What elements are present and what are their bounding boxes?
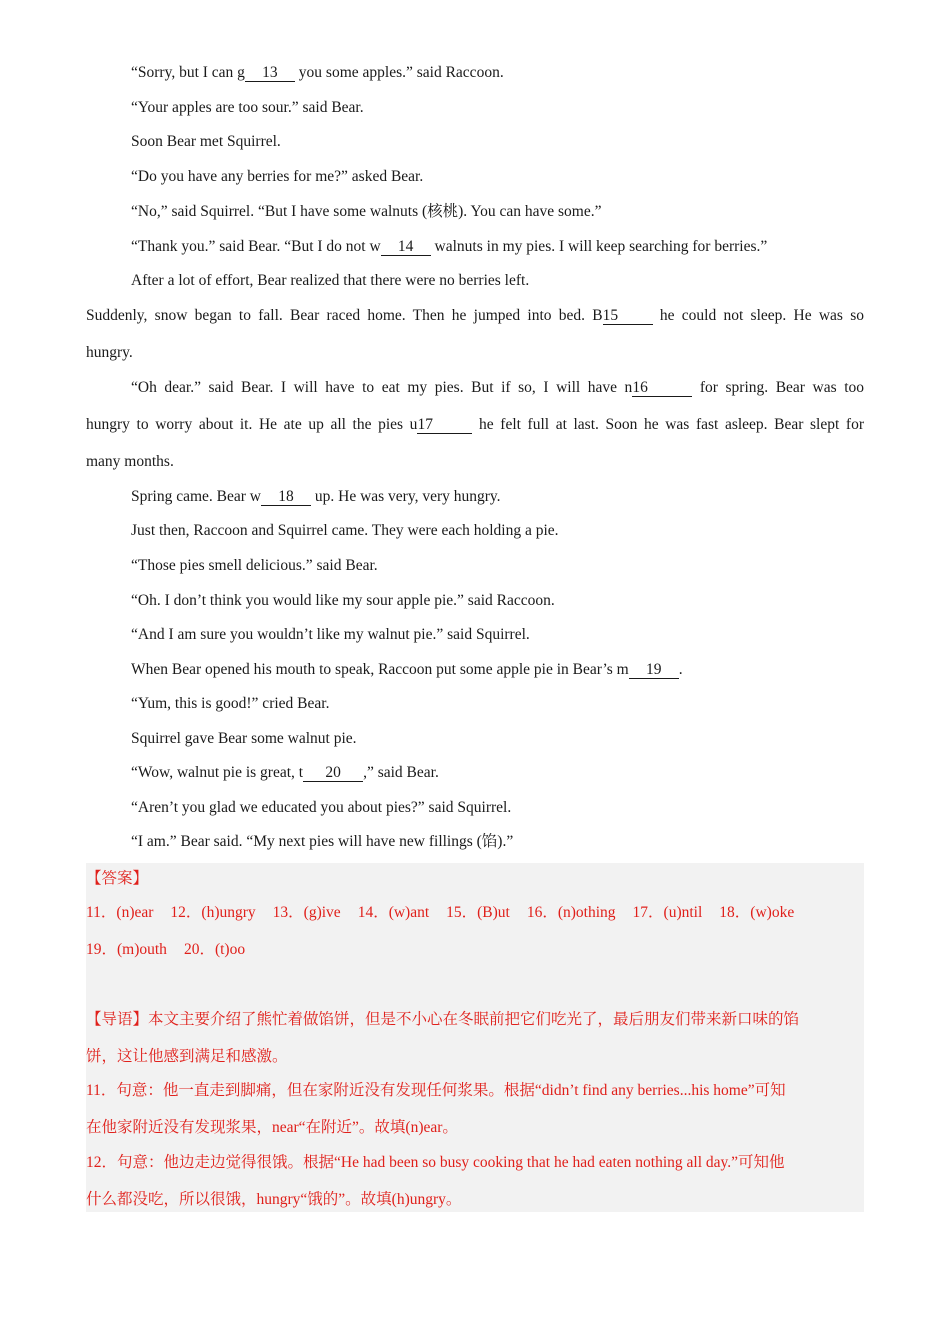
story-line <box>86 415 864 435</box>
story-line <box>86 763 909 783</box>
text: When Bear opened his mouth to speak, Raccoon put some apple pie in Bear’s m <box>131 661 629 678</box>
text: “Oh dear.” said Bear. I will have to eat my pies. But if so, I will have n <box>131 379 633 396</box>
text: ,” said Bear. <box>363 764 439 781</box>
story-line: hungry. <box>86 344 133 361</box>
story-line: many months. <box>86 453 174 470</box>
story-line <box>86 660 909 680</box>
answer-heading: 【答案】 <box>86 870 149 887</box>
story-line: “And I am sure you wouldn’t like my walnut pie.” said Squirrel. <box>131 626 530 643</box>
explanation-line: 什么都没吃，所以很饿，hungry“饿的”。故填(h)ungry。 <box>86 1191 462 1208</box>
story-line: Soon Bear met Squirrel. <box>131 133 281 150</box>
blank-17: 17 <box>417 416 472 434</box>
text: “Wow, walnut pie is great, t <box>131 764 304 781</box>
blank-20: 20 <box>303 764 363 782</box>
answer-row <box>86 903 864 923</box>
story-line: “I am.” Bear said. “My next pies will have new fillings (馅).” <box>131 833 514 850</box>
text: hungry to worry about it. He ate up all the pies u <box>86 416 418 433</box>
text: . <box>678 661 683 678</box>
blank-15: 15 <box>603 307 653 325</box>
text: Suddenly, snow began to fall. Bear raced home. Then he jumped into bed. B <box>86 307 603 324</box>
guide-line <box>86 1010 864 1030</box>
blank-19: 19 <box>629 661 679 679</box>
answer-item: 15．(B)ut <box>446 904 510 921</box>
answer-item: 18．(w)oke <box>719 904 795 921</box>
answer-item: 11．(n)ear <box>86 904 154 921</box>
answer-panel <box>86 863 864 1212</box>
answer-row <box>86 940 864 960</box>
text: you some apples.” said Raccoon. <box>294 64 504 81</box>
story-line: “Yum, this is good!” cried Bear. <box>131 695 330 712</box>
story-line: “Aren’t you glad we educated you about pies?” said Squirrel. <box>131 799 512 816</box>
story-line <box>86 237 909 257</box>
story-line <box>86 63 909 83</box>
answer-item: 12．(h)ungry <box>170 904 256 921</box>
answer-item: 20．(t)oo <box>183 941 246 958</box>
text: he could not sleep. He was so <box>652 307 864 324</box>
story-line: Just then, Raccoon and Squirrel came. They were each holding a pie. <box>131 522 559 539</box>
guide-heading: 【导语】 <box>86 1011 149 1028</box>
story-line <box>86 487 909 507</box>
guide-line: 饼，这让他感到满足和感激。 <box>86 1048 288 1065</box>
explanation-line: 12．句意：他边走边觉得很饿。根据“He had been so busy cooking that he had eaten nothing all day.”可知他 <box>86 1154 785 1171</box>
story-line: “Your apples are too sour.” said Bear. <box>131 99 364 116</box>
answer-item: 14．(w)ant <box>357 904 430 921</box>
explanation-line: 11．句意：他一直走到脚痛，但在家附近没有发现任何浆果。根据“didn’t find any berries...his home”可知 <box>86 1082 786 1099</box>
story-line: “No,” said Squirrel. “But I have some walnuts (核桃). You can have some.” <box>131 203 602 220</box>
answer-item: 19．(m)outh <box>86 941 167 958</box>
text: walnuts in my pies. I will keep searching for berries.” <box>430 238 768 255</box>
text: for spring. Bear was too <box>692 379 864 396</box>
text: up. He was very, very hungry. <box>311 488 501 505</box>
answer-item: 16．(n)othing <box>526 904 616 921</box>
guide-text: 本文主要介绍了熊忙着做馅饼，但是不小心在冬眠前把它们吃光了，最后朋友们带来新口味的馅 <box>148 1011 800 1028</box>
blank-18: 18 <box>261 488 311 506</box>
story-line: After a lot of effort, Bear realized that there were no berries left. <box>131 272 530 289</box>
story-line: “Do you have any berries for me?” asked Bear. <box>131 168 424 185</box>
text: “Sorry, but I can g <box>131 64 245 81</box>
story-line: “Oh. I don’t think you would like my sour apple pie.” said Raccoon. <box>131 592 555 609</box>
story-line <box>86 306 864 326</box>
answer-item: 13．(g)ive <box>272 904 341 921</box>
story-line <box>86 378 864 398</box>
story-line: Squirrel gave Bear some walnut pie. <box>131 730 357 747</box>
blank-13: 13 <box>245 64 295 82</box>
explanation-line: 在他家附近没有发现浆果，near“在附近”。故填(n)ear。 <box>86 1119 458 1136</box>
blank-16: 16 <box>632 379 692 397</box>
blank-14: 14 <box>381 238 431 256</box>
story-line: “Those pies smell delicious.” said Bear. <box>131 557 378 574</box>
text: he felt full at last. Soon he was fast asleep. Bear slept for <box>472 416 864 433</box>
answer-item: 17．(u)ntil <box>632 904 703 921</box>
text: Spring came. Bear w <box>131 488 261 505</box>
text: “Thank you.” said Bear. “But I do not w <box>131 238 381 255</box>
